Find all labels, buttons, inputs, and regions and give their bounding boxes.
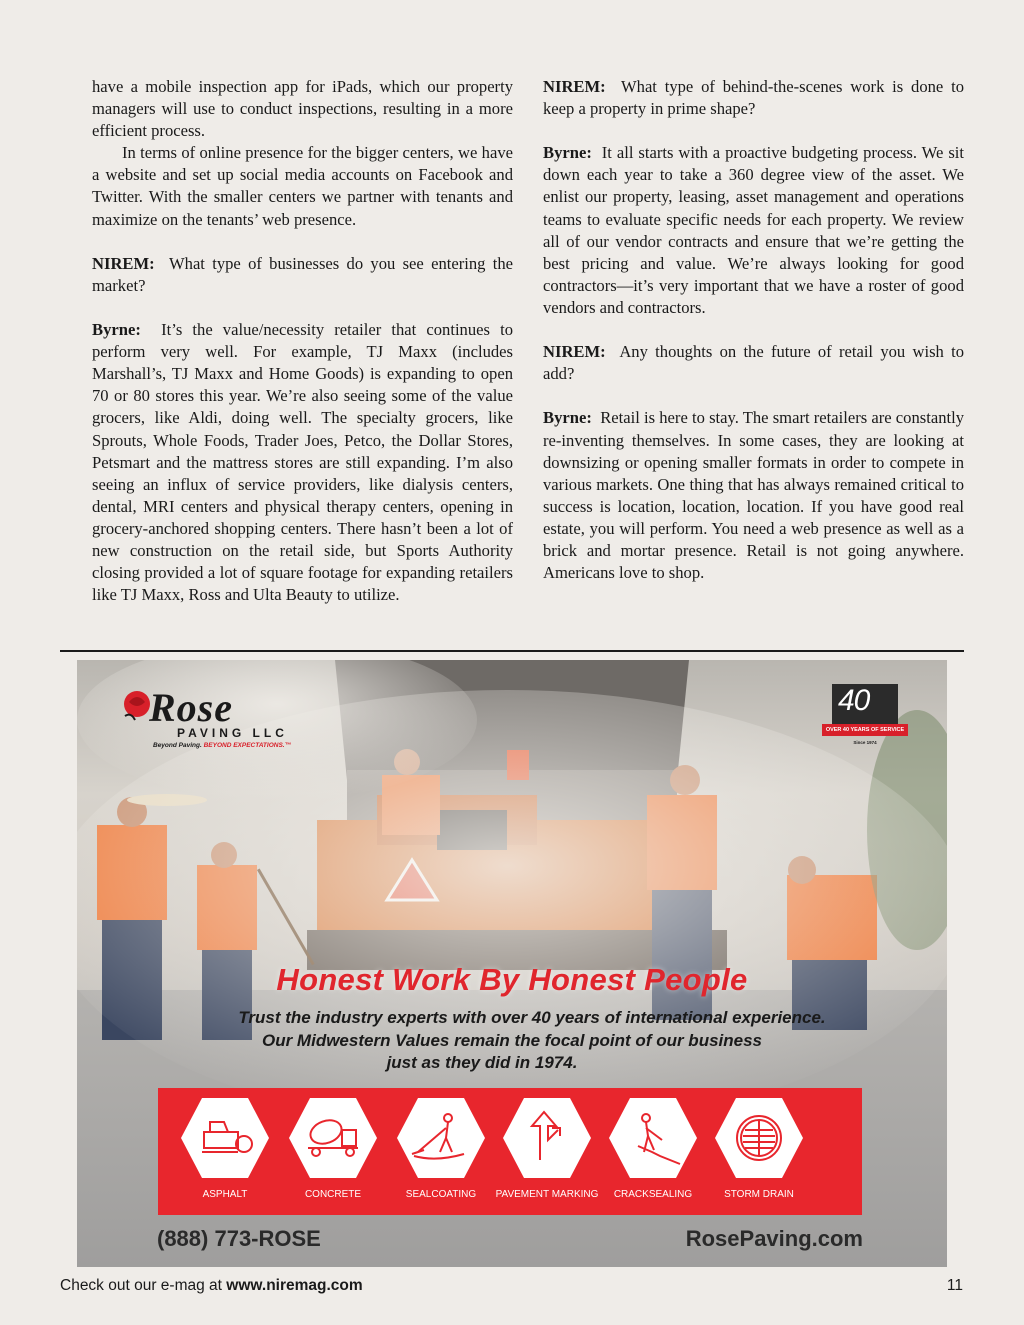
article-column-left [92,76,513,606]
service-label: CRACKSEALING [613,1189,693,1200]
service-pavement-marking[interactable] [494,1096,600,1201]
answer-text: Retail is here to stay. The smart retailers are constantly re-inventing themselves. In some cases, they are looking at downsizing or opening smaller formats in order to compete in various markets. One thing that has always remained critical to success is location, location, location. If you have good real estate, you will perform. You need a web presence as well as a brick and mortar presence. Retail is not going anywhere. Americans love to shop. [543,408,965,583]
forty-years-badge [822,680,908,762]
badge-number: 40 [838,684,870,717]
service-label: ASPHALT [202,1189,248,1200]
storm-drain-icon [714,1096,804,1180]
paragraph: have a mobile inspection app for iPads, which our property managers will use to conduct inspections, resulting in a more efficient process. [92,77,513,141]
answer-text: It all starts with a proactive budgeting process. We sit down each year to take a 360 degree view of the asset. We enlist our property, leasing, asset management and operations teams to evaluate specific needs for each property. We review all of our vendor contracts and ensure that we’re getting the best pricing and value. We’re always looking for good contractors—it’s very important that we have a roster of good vendors and contractors. [543,143,965,317]
service-asphalt[interactable] [172,1096,278,1201]
road-arrow-icon [502,1096,592,1180]
speaker-label: NIREM: [543,342,606,362]
ad-headline: Honest Work By Honest People [276,962,748,997]
article-column-right [543,76,964,584]
service-label: CONCRETE [304,1189,362,1200]
speaker-label: NIREM: [543,77,606,96]
service-label: PAVEMENT MARKING [495,1189,599,1200]
question [543,341,964,385]
crack-sealing-worker-icon [608,1096,698,1180]
answer-text: It’s the value/necessity retailer that continues to perform very well. For example, TJ Maxx (includes Marshall’s, TJ Maxx and Home Goods) is expanding to open 70 or 80 stores this year. We’re also seeing some of the value grocers, like Aldi, doing well. The specialty grocers, like Sprouts, Whole Foods, Trader Joes, Petco, the Dollar Stores, Petsmart and the mattress stores are still expanding. I’m also seeing an influx of service providers, like dialysis centers, dental, MRI centers and physical therapy centers, opening in grocery-anchored shopping centers. There hasn’t been a lot of new construction on the retail side, but Sports Authority closing provided a lot of square footage for expanding retailers like TJ Maxx, Ross and Ulta Beauty to utilize. [92,320,513,605]
footer-url-link[interactable]: www.niremag.com [226,1277,363,1294]
badge-ribbon: OVER 40 YEARS OF SERVICE [822,724,908,736]
logo-wordmark: Rose [149,685,233,730]
speaker-label: NIREM: [92,253,155,273]
service-sealcoating[interactable] [388,1096,494,1201]
section-divider [60,650,964,652]
service-cracksealing[interactable] [600,1096,706,1201]
ad-subline: Our Midwestern Values remain the focal point of our business [261,1031,762,1050]
ad-phone-number[interactable]: (888) 773-ROSE [157,1226,321,1251]
speaker-label: Byrne: [543,408,592,428]
answer [92,319,513,606]
rose-paving-advertisement[interactable] [77,660,947,1267]
badge-since: Since 1974 [853,740,877,745]
question [92,253,513,297]
page-number: 11 [946,1277,963,1294]
ad-website-link[interactable]: RosePaving.com [685,1226,863,1251]
footer-emag-note [60,1277,363,1295]
speaker-label: Byrne: [92,320,141,340]
speaker-label: Byrne: [543,143,592,163]
footer-prefix: Check out our e-mag at [60,1277,222,1294]
logo-tagline: Beyond Paving. BEYOND EXPECTATIONS.™ [153,742,292,749]
paragraph: In terms of online presence for the bigger centers, we have a website and set up social media accounts on Facebook and Twitter. With the smaller centers we partner with tenants and maximize on the tenants’ web presence. [92,143,513,229]
ad-subline: Trust the industry experts with over 40 years of international experience. [238,1008,826,1027]
question-text: Any thoughts on the future of retail you wish to add? [543,342,964,384]
service-concrete[interactable] [280,1096,386,1201]
answer [543,142,964,319]
cement-mixer-icon [288,1096,378,1180]
question-text: What type of businesses do you see entering the market? [92,253,514,295]
service-label: STORM DRAIN [724,1189,794,1200]
squeegee-worker-icon [396,1096,486,1180]
paver-icon [180,1096,270,1180]
service-label: SEALCOATING [405,1189,477,1200]
answer [543,407,964,584]
logo-subtitle: PAVING LLC [177,726,288,740]
services-band [158,1088,862,1215]
ad-subline: just as they did in 1974. [386,1053,578,1072]
question [543,76,964,120]
service-storm-drain[interactable] [706,1096,812,1201]
question-text: What type of behind-the-scenes work is done to keep a property in prime shape? [543,77,964,119]
